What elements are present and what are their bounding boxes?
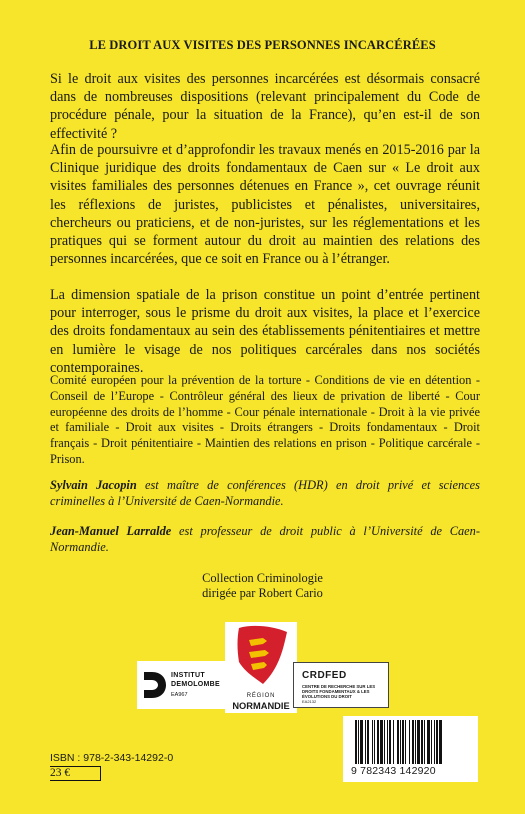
summary-paragraph-1: Si le droit aux visites des personnes incarcérées est désormais consacré dans de nombreuses dispositions (relevant principalement du Code de procédure pénale, pour la situation de la France), qu’en est-il de son effectivité ? <box>50 71 480 142</box>
barcode-bar <box>355 720 357 764</box>
barcode-bar <box>421 720 423 764</box>
barcode-bar <box>365 720 366 764</box>
barcode-bar <box>389 720 391 764</box>
author-name: Sylvain Jacopin <box>50 478 137 492</box>
barcode-bar <box>387 720 388 764</box>
barcode-bar <box>427 720 430 764</box>
barcode-bar <box>400 720 401 764</box>
barcode-bar <box>415 720 416 764</box>
demolombe-label: DEMOLOMBE <box>171 681 220 688</box>
barcode-bar <box>402 720 404 764</box>
barcode-bar <box>424 720 425 764</box>
barcode-bar <box>412 720 414 764</box>
isbn: ISBN : 978-2-343-14292-0 <box>50 752 174 764</box>
crdfed-logo <box>293 662 389 708</box>
barcode-bar <box>374 720 375 764</box>
summary-paragraph-2: Afin de poursuivre et d’approfondir les travaux menés en 2015-2016 par la Clinique juridique des droits fondamentaux de Caen sur « Le droit aux visites familiales des personnes détenues en France », cet ouvrage réunit les réflexions de juristes, publicistes et pénalistes, universitaires, chercheurs ou praticiens, et de non-juristes, sur les réglementations et les pratiques qui se forment autour du droit au maintien des relations des personnes incarcérées, que ce soit en France ou à l’étranger. <box>50 142 480 268</box>
institut-code: EA967 <box>171 692 188 698</box>
keywords: Comité européen pour la prévention de la torture - Conditions de vie en détention - Conseil de l’Europe - Contrôleur général des lieux de privation de liberté - Cour européenne des droits de l’homme - Cour pénale internationale - Droit à la vie privée et familiale - Droit aux visites - Droits étrangers - Droits fondamentaux - Droit français - Droit pénitentiaire - Maintien des relations en prison - Politique carcérale - Prison. <box>50 373 480 466</box>
crdfed-name: CRDFED <box>302 670 347 681</box>
barcode-bar <box>417 720 420 764</box>
barcode-bar <box>409 720 410 764</box>
author-name: Jean-Manuel Larralde <box>50 524 172 538</box>
author-description: est maître de conférences (HDR) en droit privé et sciences criminelles à l’Université de Caen-Normandie. <box>50 478 480 508</box>
barcode-bar <box>372 720 373 764</box>
barcode-bar <box>393 720 394 764</box>
barcode-bar <box>434 720 435 764</box>
barcode-bar <box>367 720 369 764</box>
barcode-bar <box>380 720 383 764</box>
barcode-bar <box>431 720 432 764</box>
institut-label: INSTITUT <box>171 672 205 679</box>
author-bio-1 <box>50 478 480 510</box>
barcode-bar <box>358 720 359 764</box>
institut-demolombe-logo <box>137 661 229 709</box>
barcode-digits: 9 782343 142920 <box>351 765 436 777</box>
normandie-logo <box>225 622 297 692</box>
collection-director: dirigée par Robert Cario <box>202 586 323 600</box>
price: 23 € <box>50 766 101 781</box>
institut-demolombe-icon <box>142 670 168 700</box>
barcode-bars-icon <box>353 720 469 764</box>
barcode-bar <box>384 720 385 764</box>
barcode-bar <box>436 720 438 764</box>
barcode-bar <box>377 720 379 764</box>
region-name: NORMANDIE <box>225 700 297 713</box>
barcode-bar <box>405 720 406 764</box>
crdfed-subtitle: CENTRE DE RECHERCHE SUR LES DROITS FONDAMENTAUX & LES ÉVOLUTIONS DU DROIT <box>302 684 376 699</box>
region-label: RÉGION <box>225 692 297 700</box>
normandie-lions-icon <box>225 622 297 692</box>
barcode-bar <box>439 720 442 764</box>
barcode-bar <box>397 720 399 764</box>
author-bio-2 <box>50 524 480 556</box>
barcode <box>343 716 478 782</box>
author-description: est professeur de droit public à l’Université de Caen-Normandie. <box>50 524 481 554</box>
collection-name: Collection Criminologie <box>202 571 323 585</box>
summary-paragraph-3: La dimension spatiale de la prison constitue un point d’entrée pertinent pour interroger, sous le prisme du droit aux visites, la place et l’exercice des droits fondamentaux au sein des établissements pénitentiaires et mettre en lumière le visage de nos politiques carcérales dans nos sociétés contemporaines. <box>50 287 480 376</box>
crdfed-code: EA2132 <box>302 699 317 704</box>
barcode-bar <box>360 720 363 764</box>
book-title: LE DROIT AUX VISITES DES PERSONNES INCARCÉRÉES <box>89 38 436 52</box>
